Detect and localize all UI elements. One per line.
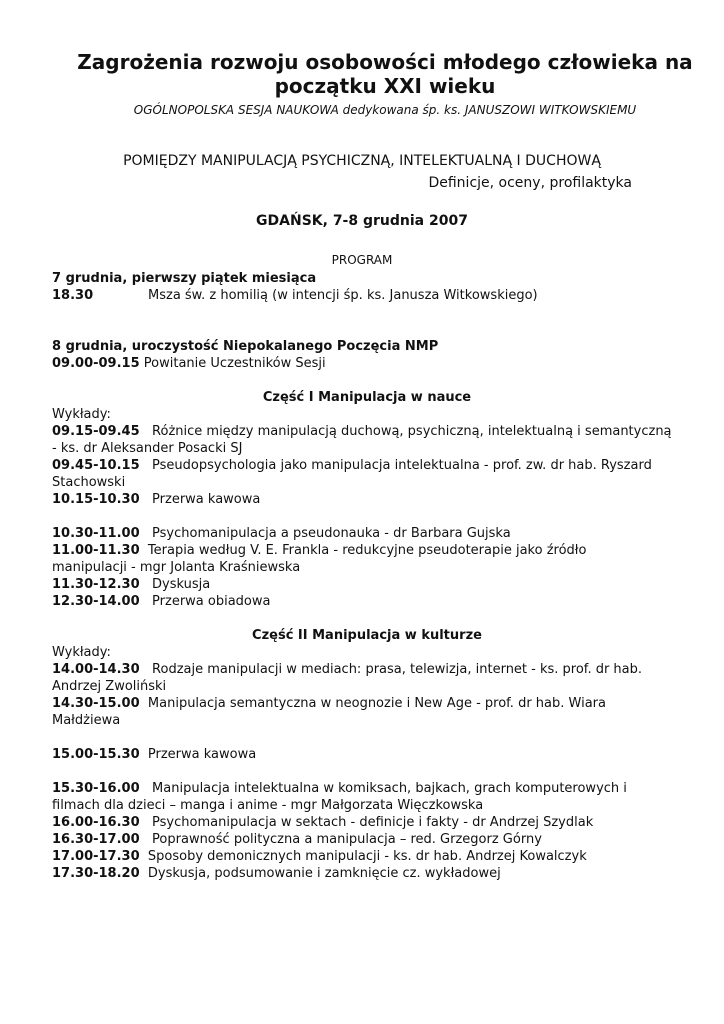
item-text: Terapia według V. E. Frankla - redukcyjne pseudoterapie jako źródło <box>147 543 587 558</box>
item-text: Poprawność polityczna a manipulacja – red. Grzegorz Górny <box>152 832 542 847</box>
list-item <box>52 491 682 508</box>
list-item <box>52 780 682 797</box>
item-time: 16.00-16.30 <box>52 815 140 830</box>
item-continuation: Małdżiewa <box>52 713 121 728</box>
item-text: Pseudopsychologia jako manipulacja intelektualna - prof. zw. dr hab. Ryszard <box>152 458 652 473</box>
item-text: Przerwa kawowa <box>147 747 257 762</box>
program-label: PROGRAM <box>331 253 393 267</box>
item-time: 10.15-10.30 <box>52 492 140 507</box>
item-time: 12.30-14.00 <box>52 594 140 609</box>
item-time: 14.00-14.30 <box>52 662 140 677</box>
day1-heading: 7 grudnia, pierwszy piątek miesiąca <box>52 271 317 286</box>
list-item <box>52 576 682 593</box>
topic-line-2: Definicje, oceny, profilaktyka <box>428 175 632 191</box>
item-continuation: Andrzej Zwoliński <box>52 679 167 694</box>
day2-section <box>52 338 682 372</box>
day1-entry <box>52 287 682 304</box>
item-text: Różnice między manipulacją duchową, psychiczną, intelektualną i semantyczną <box>152 424 672 439</box>
day2-heading: 8 grudnia, uroczystość Niepokalanego Poczęcia NMP <box>52 339 439 354</box>
document-title: Zagrożenia rozwoju osobowości młodego człowieka na początku XXI wieku <box>77 50 693 98</box>
list-item <box>52 831 682 848</box>
day2-opening <box>52 355 682 372</box>
item-continuation: filmach dla dzieci – manga i anime - mgr Małgorzata Więczkowska <box>52 798 484 813</box>
part2-lectures-label: Wykłady: <box>52 645 111 660</box>
item-text: Dyskusja <box>152 577 211 592</box>
day1-section <box>52 270 682 304</box>
part1-lectures-label: Wykłady: <box>52 407 111 422</box>
item-text: Sposoby demonicznych manipulacji - ks. dr hab. Andrzej Kowalczyk <box>147 849 587 864</box>
item-time: 11.00-11.30 <box>52 543 140 558</box>
list-item <box>52 593 682 610</box>
list-item <box>52 848 682 865</box>
item-time: 16.30-17.00 <box>52 832 140 847</box>
item-text: Przerwa kawowa <box>152 492 261 507</box>
item-continuation: - ks. dr Aleksander Posacki SJ <box>52 441 243 456</box>
list-item <box>52 542 682 559</box>
part2-section <box>52 627 682 882</box>
day2-opening-text: Powitanie Uczestników Sesji <box>143 356 326 371</box>
list-item <box>52 695 682 712</box>
list-item <box>52 525 682 542</box>
topic-line-1: POMIĘDZY MANIPULACJĄ PSYCHICZNĄ, INTELEKTUALNĄ I DUCHOWĄ <box>123 153 601 169</box>
day1-text: Msza św. z homilią (w intencji śp. ks. Janusza Witkowskiego) <box>148 288 538 303</box>
item-time: 11.30-12.30 <box>52 577 140 592</box>
item-time: 10.30-11.00 <box>52 526 140 541</box>
item-text: Dyskusja, podsumowanie i zamknięcie cz. wykładowej <box>147 866 501 881</box>
part2-heading: Część II Manipulacja w kulturze <box>252 628 482 643</box>
item-time: 15.30-16.00 <box>52 781 140 796</box>
item-text: Psychomanipulacja w sektach - definicje i fakty - dr Andrzej Szydlak <box>152 815 594 830</box>
list-item <box>52 661 682 678</box>
item-time: 15.00-15.30 <box>52 747 140 762</box>
item-text: Rodzaje manipulacji w mediach: prasa, telewizja, internet - ks. prof. dr hab. <box>152 662 643 677</box>
day1-time: 18.30 <box>52 288 94 303</box>
item-text: Manipulacja intelektualna w komiksach, bajkach, grach komputerowych i <box>152 781 627 796</box>
item-time: 09.15-09.45 <box>52 424 140 439</box>
item-continuation: Stachowski <box>52 475 126 490</box>
item-time: 14.30-15.00 <box>52 696 140 711</box>
part1-heading: Część I Manipulacja w nauce <box>262 390 472 405</box>
list-item <box>52 457 682 474</box>
part1-section <box>52 389 682 610</box>
list-item <box>52 746 682 763</box>
item-text: Psychomanipulacja a pseudonauka - dr Barbara Gujska <box>152 526 511 541</box>
place-date: GDAŃSK, 7-8 grudnia 2007 <box>256 213 468 229</box>
list-item <box>52 814 682 831</box>
item-text: Przerwa obiadowa <box>152 594 271 609</box>
day2-opening-time: 09.00-09.15 <box>52 356 140 371</box>
item-time: 09.45-10.15 <box>52 458 140 473</box>
list-item <box>52 423 682 440</box>
item-continuation: manipulacji - mgr Jolanta Kraśniewska <box>52 560 301 575</box>
item-time: 17.00-17.30 <box>52 849 140 864</box>
item-time: 17.30-18.20 <box>52 866 140 881</box>
item-text: Manipulacja semantyczna w neognozie i New Age - prof. dr hab. Wiara <box>147 696 606 711</box>
list-item <box>52 865 682 882</box>
document-subtitle: OGÓLNOPOLSKA SESJA NAUKOWA dedykowana śp. ks. JANUSZOWI WITKOWSKIEMU <box>133 103 637 117</box>
